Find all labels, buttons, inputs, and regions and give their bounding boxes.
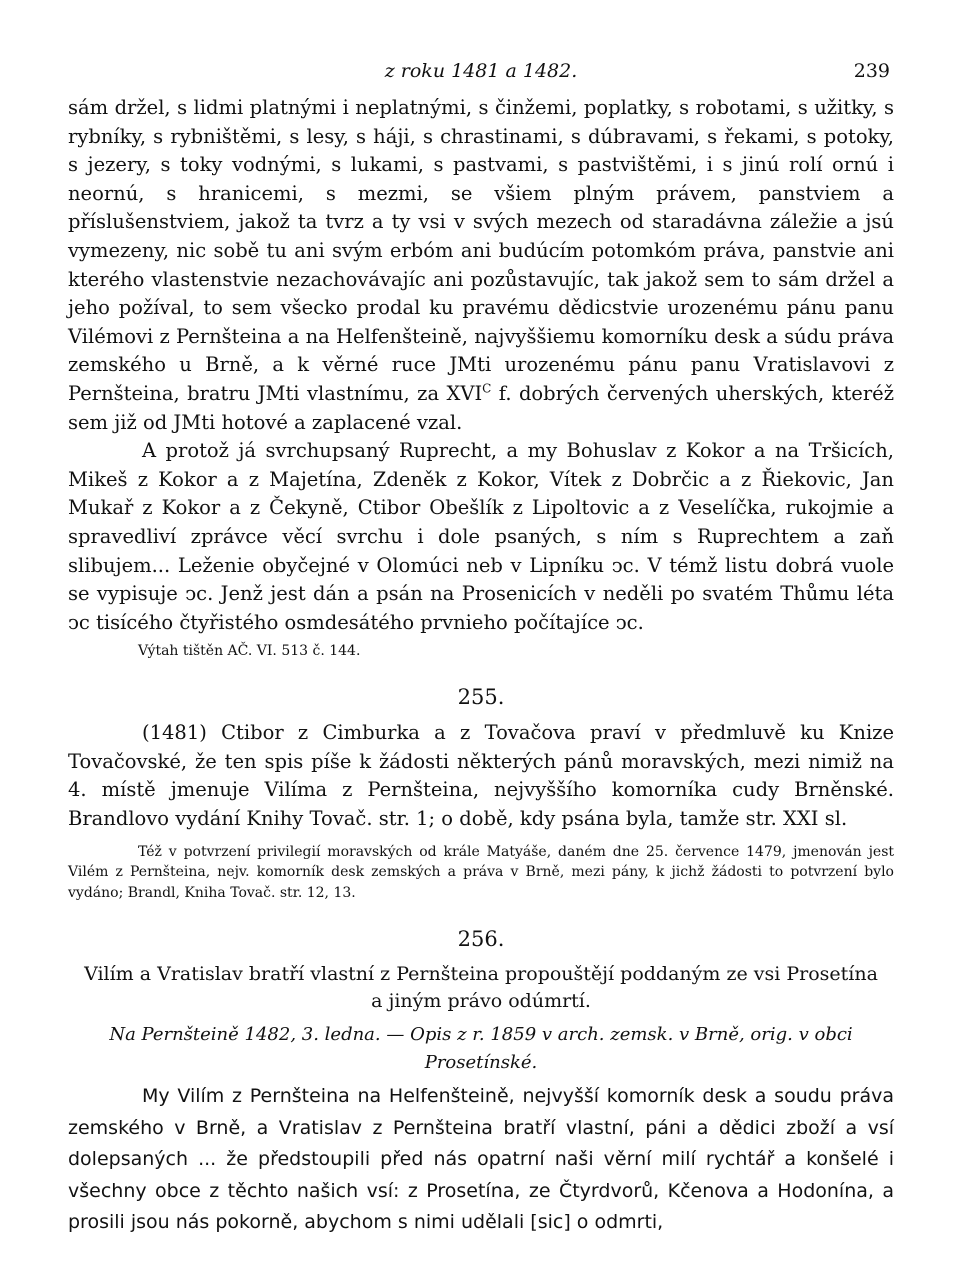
page-number: 239	[853, 60, 890, 82]
running-head	[68, 60, 894, 94]
source-reference: Výtah tištěn AČ. VI. 513 č. 144.	[138, 643, 361, 660]
continuation-text-b: f. dobrých červených uherských, kteréž sem již od JMti hotové a zaplacené vzal.	[68, 381, 894, 434]
surety-paragraph: A protož já svrchupsaný Ruprecht, a my Bohuslav z Kokor a na Tršicích, Mikeš z Kokor a z Majetína, Zdeněk z Kokor, Vítek z Dobrčic a z Řiekovic, Jan Mukař z Kokor a z Čekyně, Ctibor Obešlík z Lipoltovic a z Veselíčka, rukojmie a spravedliví zprávce věcí svrchu i dole psaných, s ním s Ruprechtem a zaň slibujem... Leženie obyčejné v Olomúci neb v Lipníku ↄc. V témž listu dobrá vuole se vypisuje ↄc. Jenž jest dán a psán na Prosenicích v neděli po svatém Thůmu léta ↄc tisícého čtyřistého osmdesátého prvnieho počítajíce ↄc.	[68, 439, 894, 634]
continuation-text-a: sám držel, s lidmi platnými i neplatnými, s činžemi, poplatky, s robotami, s užitky, s rybníky, s rybništěmi, s lesy, s háji, s chrastinami, s dúbravami, s řekami, s potoky, s jezery, s toky vodnými, s lukami, s pastvami, s pastvištěmi, i s jinú rolí ornú i neornú, s hranicemi, s mezmi, se všiem plným právem, panstviem a příslušenstviem, jakož ta tvrz a ty vsi v svých mezech od staradávna záležie a jsú vymezeny, nic sobě tu ani svým erbóm ani budúcím potomkóm práva, panstvie ani kterého vlastenstvie nezachovávajíc ani pozůstavujíc, tak jakož sem to sám držel a jeho požíval, to sem všecko prodal ku pravému dědicstvie urozenému pánu panu Vilémovi z Pernšteina a na Helfenšteině, najvyššiemu komorníku desk a súdu práva zemského u Brně, a k věrné ruce JMti urozenému pánu panu Vratislavovi z Pernšteina, bratru JMti vlastnímu, za XVI	[68, 96, 894, 405]
superscript-c: C	[482, 381, 492, 396]
section-256-text: My Vilím z Pernšteina na Helfenšteině, nejvyšší komorník desk a soudu práva zemského v Brně, a Vratislav z Pernšteina bratří vlastní, páni a dědici zboží a vsí dolepsaných ... že předstoupili před nás opatrní naši věrní milí rychtář a konšelé i všechny obce z těchto našich vsí: z Prosetína, ze Čtyrdvorů, Kčenova a Hodonína, a prosili jsou nás pokorně, abychom s nimi udělali [sic] o odmrti,	[68, 1085, 894, 1234]
section-number-256: 256.	[457, 927, 505, 952]
section-number-255: 255.	[457, 685, 505, 710]
running-title: z roku 1481 a 1482.	[384, 60, 578, 82]
section-256-regest: Vilím a Vratislav bratří vlastní z Pernšteina propouštějí poddaným ze vsi Prosetína a jiným právo odúmrtí.	[84, 963, 878, 1013]
section-255-text: (1481) Ctibor z Cimburka a z Tovačova praví v předmluvě ku Knize Tovačovské, že ten spis píše k žádosti některých pánů moravských, mezi nimiž na 4. místě jmenuje Vilíma z Pernšteina, nejvyššího komorníka cudy Brněnské. Brandlovo vydání Knihy Tovač. str. 1; o době, kdy psána byla, tamže str. XXI sl.	[68, 721, 894, 831]
section-256-archive-note: Na Pernšteině 1482, 3. ledna. — Opis z r. 1859 v arch. zemsk. v Brně, orig. v obci Prosetínské.	[109, 1024, 853, 1074]
section-255-note: Též v potvrzení privilegií moravských od krále Matyáše, daném dne 25. července 1479, jmenován jest Vilém z Pernšteina, nejv. komorník desk zemských a práva v Brně, mezi pány, k jichž žádosti to potvrzení bylo vydáno; Brandl, Kniha Tovač. str. 12, 13.	[68, 843, 894, 901]
continuation-paragraph	[68, 94, 894, 437]
